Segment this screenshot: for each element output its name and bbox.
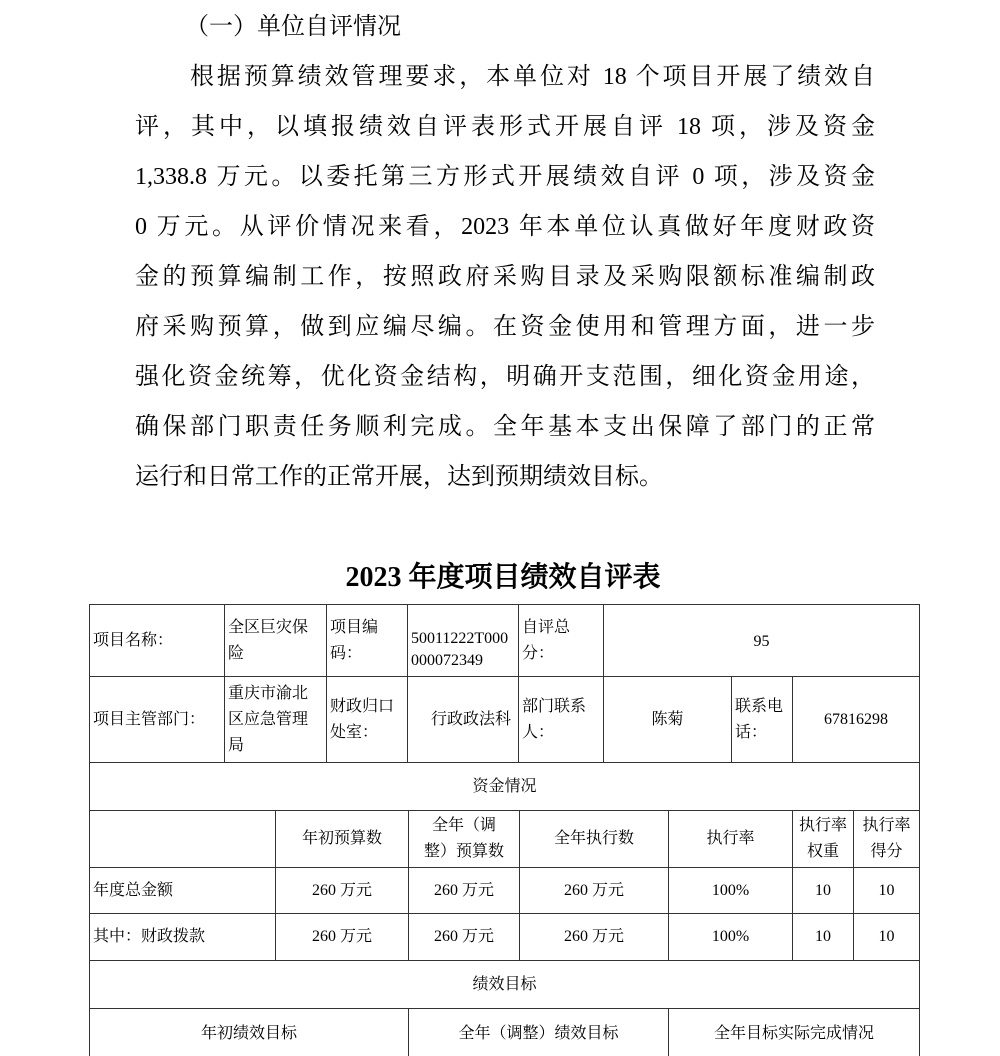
funds-cell: 260 万元 <box>408 867 520 914</box>
funds-cell: 10 <box>853 867 920 914</box>
paragraph-line: 评，其中，以填报绩效自评表形式开展自评 18 项，涉及资金 <box>135 114 875 140</box>
funds-row-label: 其中：财政拨款 <box>89 913 276 961</box>
score-label: 自评总分： <box>518 604 604 677</box>
funds-cell: 100% <box>668 913 793 961</box>
finance-office-label: 财政归口处室： <box>326 676 408 763</box>
paragraph-line: 确保部门职责任务顺利完成。全年基本支出保障了部门的正常 <box>135 414 875 440</box>
goals-header: 全年（调整）绩效目标 <box>408 1008 669 1056</box>
goals-section-header: 绩效目标 <box>89 960 920 1009</box>
funds-header <box>89 810 276 868</box>
funds-cell: 10 <box>853 913 920 961</box>
paragraph-line: 运行和日常工作的正常开展，达到预期绩效目标。 <box>135 464 663 490</box>
funds-cell: 260 万元 <box>519 913 669 961</box>
score-value: 95 <box>603 604 920 677</box>
project-name-value: 全区巨灾保险 <box>224 604 327 677</box>
goals-header: 全年目标实际完成情况 <box>668 1008 920 1056</box>
funds-header: 全年（调整）预算数 <box>408 810 520 868</box>
funds-cell: 10 <box>792 913 854 961</box>
funds-cell: 260 万元 <box>275 913 409 961</box>
phone-label: 联系电话： <box>731 676 793 763</box>
funds-header: 年初预算数 <box>275 810 409 868</box>
section-heading: （一）单位自评情况 <box>185 14 401 40</box>
funds-header: 执行率权重 <box>792 810 854 868</box>
table-title: 2023 年度项目绩效自评表 <box>345 562 661 593</box>
funds-header: 全年执行数 <box>519 810 669 868</box>
funds-cell: 10 <box>792 867 854 914</box>
project-code-label: 项目编码： <box>326 604 408 677</box>
dept-label: 项目主管部门： <box>89 676 225 763</box>
contact-label: 部门联系人： <box>518 676 604 763</box>
funds-cell: 260 万元 <box>275 867 409 914</box>
paragraph-line: 强化资金统筹，优化资金结构，明确开支范围，细化资金用途， <box>135 364 875 390</box>
funds-cell: 100% <box>668 867 793 914</box>
project-code-value: 50011222T000000072349 <box>407 604 519 677</box>
paragraph-line: 根据预算绩效管理要求，本单位对 18 个项目开展了绩效自 <box>190 64 875 90</box>
finance-office-value: 行政政法科 <box>407 676 519 763</box>
funds-cell: 260 万元 <box>519 867 669 914</box>
funds-header: 执行率得分 <box>853 810 920 868</box>
paragraph-line: 1,338.8 万元。以委托第三方形式开展绩效自评 0 项，涉及资金 <box>135 164 875 190</box>
paragraph-line: 0 万元。从评价情况来看，2023 年本单位认真做好年度财政资 <box>135 214 875 240</box>
paragraph-line: 府采购预算，做到应编尽编。在资金使用和管理方面，进一步 <box>135 314 875 340</box>
paragraph-line: 金的预算编制工作，按照政府采购目录及采购限额标准编制政 <box>135 264 875 290</box>
funds-row-label: 年度总金额 <box>89 867 276 914</box>
phone-value: 67816298 <box>792 676 920 763</box>
project-name-label: 项目名称： <box>89 604 225 677</box>
funds-header: 执行率 <box>668 810 793 868</box>
contact-value: 陈菊 <box>603 676 732 763</box>
goals-header: 年初绩效目标 <box>89 1008 409 1056</box>
dept-value: 重庆市渝北区应急管理局 <box>224 676 327 763</box>
funds-section-header: 资金情况 <box>89 762 920 811</box>
funds-cell: 260 万元 <box>408 913 520 961</box>
